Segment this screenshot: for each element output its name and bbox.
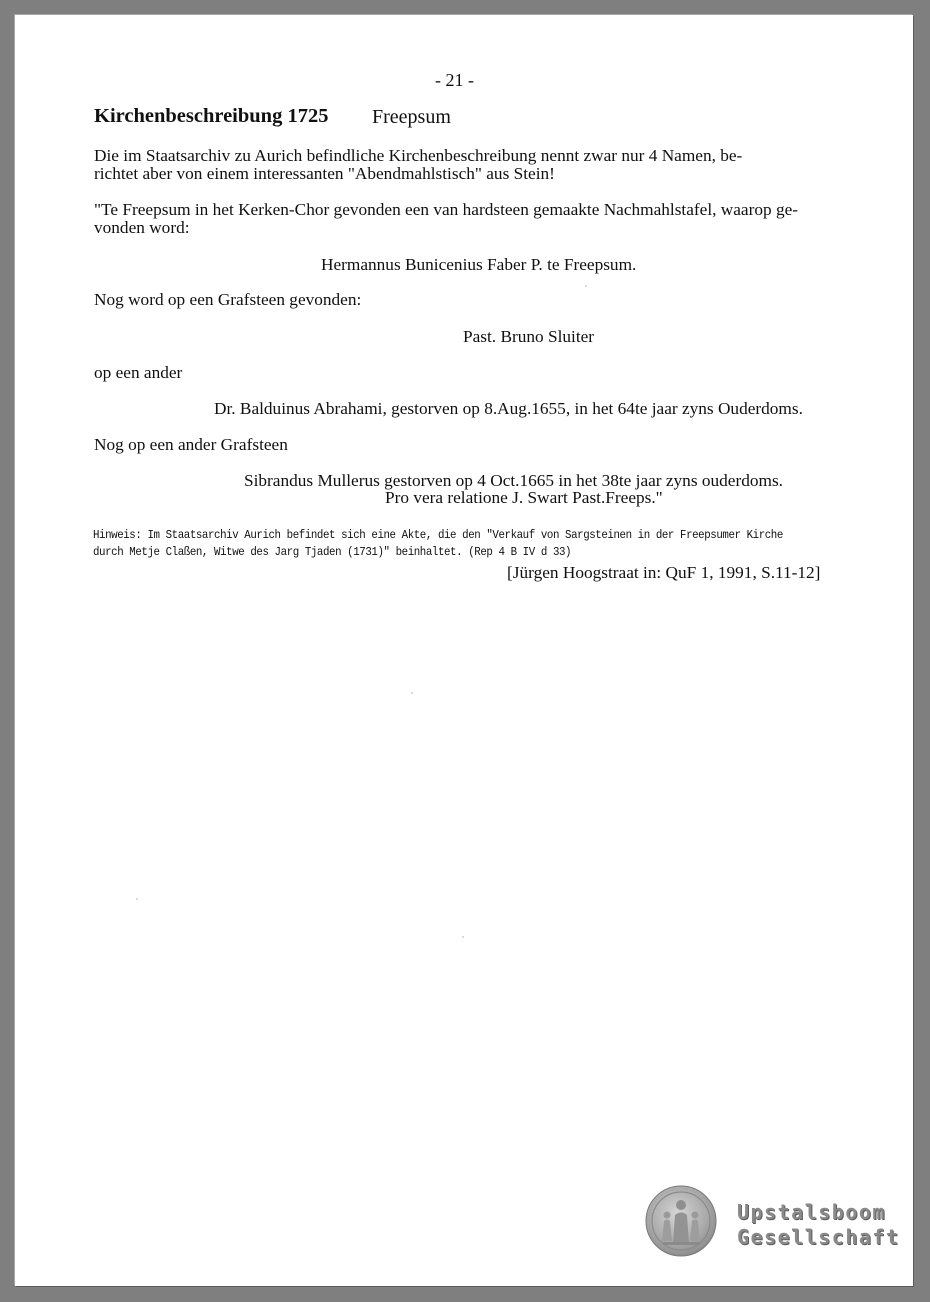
document-page bbox=[15, 15, 913, 1286]
logo-wordmark-line-1: Upstalsboom bbox=[737, 1200, 886, 1224]
grafsteen-intro: Nog word op een Grafsteen gevonden: bbox=[94, 290, 362, 309]
intro-line-2: richtet aber von einem interessanten "Abendmahlstisch" aus Stein! bbox=[94, 164, 555, 183]
paper-speck bbox=[585, 285, 587, 287]
source-citation: [Jürgen Hoogstraat in: QuF 1, 1991, S.11-12] bbox=[507, 563, 821, 582]
inscription-mullerus: Sibrandus Mullerus gestorven op 4 Oct.1665 in het 38te jaar zyns ouderdoms. bbox=[244, 471, 783, 490]
relatione-signature: Pro vera relatione J. Swart Past.Freeps." bbox=[385, 488, 663, 507]
grafsteen-2-intro: Nog op een ander Grafsteen bbox=[94, 435, 288, 454]
inscription-abrahami: Dr. Balduinus Abrahami, gestorven op 8.Aug.1655, in het 64te jaar zyns Ouderdoms. bbox=[214, 399, 803, 418]
op-een-ander: op een ander bbox=[94, 363, 183, 382]
quote-line-2: vonden word: bbox=[94, 218, 190, 237]
page-number: - 21 - bbox=[435, 70, 474, 90]
archive-note-line-2: durch Metje Claßen, Witwe des Jarg Tjaden (1731)" beinhaltet. (Rep 4 B IV d 33) bbox=[93, 546, 572, 559]
page-heading-title: Kirchenbeschreibung 1725 bbox=[94, 105, 329, 127]
quote-line-1: "Te Freepsum in het Kerken-Chor gevonden een van hardsteen gemaakte Nachmahlstafel, waarop ge- bbox=[94, 200, 799, 219]
intro-line-1: Die im Staatsarchiv zu Aurich befindliche Kirchenbeschreibung nennt zwar nur 4 Namen, be- bbox=[94, 146, 743, 165]
inscription-nachmahlstafel: Hermannus Bunicenius Faber P. te Freepsum. bbox=[321, 255, 637, 274]
inscription-sluiter: Past. Bruno Sluiter bbox=[463, 327, 595, 346]
paper-speck bbox=[411, 692, 413, 694]
page-heading-place: Freepsum bbox=[372, 106, 451, 128]
upstalsboom-seal-icon bbox=[645, 1185, 717, 1257]
paper-speck bbox=[136, 898, 138, 900]
archive-note-line-1: Hinweis: Im Staatsarchiv Aurich befindet sich eine Akte, die den "Verkauf von Sargsteinen in der Freepsumer Kirche bbox=[93, 529, 783, 542]
paper-speck bbox=[462, 936, 464, 938]
logo-wordmark-line-2: Gesellschaft bbox=[737, 1225, 900, 1249]
